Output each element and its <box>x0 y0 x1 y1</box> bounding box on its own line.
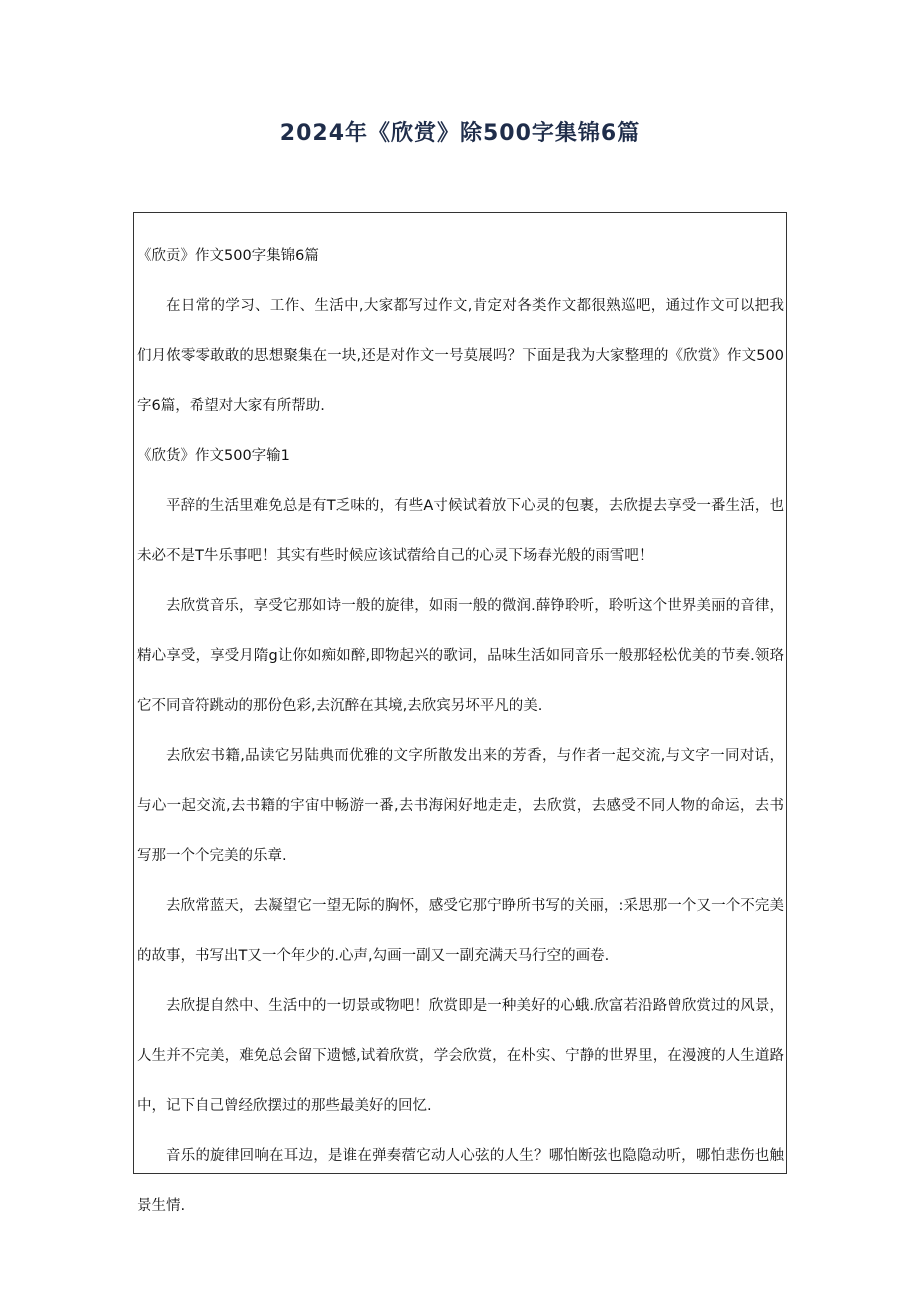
paragraph: 去欣宏书籍,品读它另陆典而优雅的文字所散发出来的芳香，与作者一起交流,与文字一同对话，与心一起交流,去书籍的宇宙中畅游一番,去书海闲好地走走，去欣赏，去感受不同人物的命运，去书写那一个个完美的乐章. <box>137 748 784 864</box>
paragraph: 音乐的旋律回响在耳边，是谁在弹奏蓿它动人心弦的人生？哪怕断弦也隐隐动听，哪怕悲伤也触景生情. <box>137 1148 784 1214</box>
content-box <box>133 212 787 1214</box>
paragraph: 去欣常蓝天，去凝望它一望无际的胸怀，感受它那宁睁所书写的关丽，:采思那一个又一个不完美的故事，书写出T又一个年少的.心声,勾画一副又一副充满天马行空的画卷. <box>137 898 784 964</box>
paragraph: 在日常的学习、工作、生活中,大家都写过作文,肯定对各类作文都很熟巡吧，通过作文可以把我们月侬零零敢敢的思想聚集在一块,还是对作文一号莫展吗？下面是我为大家整理的《欣赏》作文500字6篇，希望对大家有所帮助. <box>137 298 784 414</box>
section-heading: 《欣货》作文500字输1 <box>137 448 290 464</box>
paragraph: 去欣赏音乐，享受它那如诗一般的旋律，如雨一般的微润.薛铮聆听，聆听这个世界美丽的音律，精心享受，享受月隋g让你如痴如醉,即物起兴的歌词，品味生活如同音乐一般那轻松优美的节奏.领珞它不同音符跳动的那份色彩,去沉醉在其境,去欣宾另坏平凡的美. <box>137 598 784 714</box>
document-title: 2024年《欣赏》除500字集锦6篇 <box>279 121 641 146</box>
paragraph: 去欣提自然中、生活中的一切景或物吧！欣赏即是一种美好的心蛾.欣富若沿路曾欣赏过的风景，人生并不完美，难免总会留下遗憾,试着欣赏，学会欣赏，在朴实、宁静的世界里，在漫渡的人生道路中，记下自己曾经欣摆过的那些最美好的回忆. <box>137 998 784 1114</box>
paragraph: 平辞的生活里难免总是有T乏味的，有些A寸候试着放下心灵的包裹，去欣提去享受一番生活，也未必不是T牛乐事吧！其实有些时候应该试蓿给自己的心灵下场春光般的雨雪吧！ <box>137 498 784 564</box>
section-heading: 《欣贡》作文500字集锦6篇 <box>137 248 319 264</box>
